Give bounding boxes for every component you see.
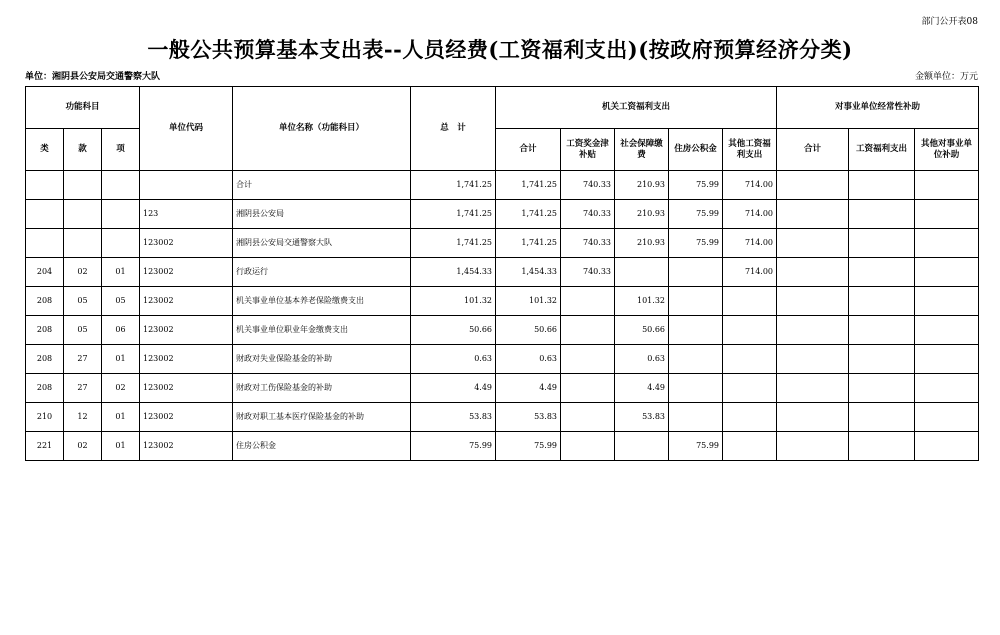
cell-lei: 210	[26, 403, 64, 432]
cell-org-other	[723, 432, 777, 461]
cell-unit-name: 湘阴县公安局交通警察大队	[233, 229, 411, 258]
budget-table	[25, 86, 979, 461]
cell-org-total: 75.99	[496, 432, 561, 461]
header-org-housing: 住房公积金	[669, 129, 723, 171]
cell-inst-welfare	[849, 171, 915, 200]
cell-total: 1,741.25	[411, 171, 496, 200]
cell-unit-name: 合计	[233, 171, 411, 200]
cell-unit-code: 123002	[140, 229, 233, 258]
header-inst-group: 对事业单位经常性补助	[777, 87, 979, 129]
cell-org-social: 101.32	[615, 287, 669, 316]
cell-unit-code: 123	[140, 200, 233, 229]
cell-org-housing	[669, 258, 723, 287]
cell-unit-code: 123002	[140, 403, 233, 432]
cell-lei	[26, 171, 64, 200]
cell-org-total: 50.66	[496, 316, 561, 345]
cell-inst-welfare	[849, 316, 915, 345]
table-row	[26, 171, 979, 200]
cell-unit-code: 123002	[140, 316, 233, 345]
cell-inst-other	[915, 258, 979, 287]
cell-org-salary: 740.33	[561, 200, 615, 229]
cell-org-housing: 75.99	[669, 432, 723, 461]
cell-xiang	[102, 229, 140, 258]
cell-org-social: 53.83	[615, 403, 669, 432]
cell-org-housing	[669, 403, 723, 432]
cell-unit-name: 财政对职工基本医疗保险基金的补助	[233, 403, 411, 432]
cell-xiang: 01	[102, 258, 140, 287]
cell-org-total: 1,741.25	[496, 200, 561, 229]
cell-unit-code: 123002	[140, 345, 233, 374]
header-inst-other: 其他对事业单位补助	[915, 129, 979, 171]
table-body	[26, 171, 979, 461]
table-row	[26, 258, 979, 287]
cell-org-housing	[669, 374, 723, 403]
cell-xiang	[102, 200, 140, 229]
cell-lei: 208	[26, 374, 64, 403]
cell-inst-welfare	[849, 345, 915, 374]
table-row	[26, 287, 979, 316]
cell-inst-other	[915, 432, 979, 461]
cell-lei: 221	[26, 432, 64, 461]
cell-inst-total	[777, 432, 849, 461]
cell-inst-total	[777, 345, 849, 374]
cell-org-housing: 75.99	[669, 200, 723, 229]
cell-kuan: 27	[64, 345, 102, 374]
cell-inst-other	[915, 200, 979, 229]
table-row	[26, 229, 979, 258]
cell-org-other	[723, 403, 777, 432]
cell-org-total: 53.83	[496, 403, 561, 432]
cell-xiang: 06	[102, 316, 140, 345]
table-row	[26, 432, 979, 461]
cell-inst-welfare	[849, 374, 915, 403]
cell-total: 1,741.25	[411, 229, 496, 258]
cell-org-housing	[669, 287, 723, 316]
cell-kuan: 27	[64, 374, 102, 403]
cell-inst-welfare	[849, 258, 915, 287]
table-row	[26, 316, 979, 345]
cell-org-housing: 75.99	[669, 229, 723, 258]
cell-kuan: 12	[64, 403, 102, 432]
cell-lei	[26, 200, 64, 229]
cell-org-social: 210.93	[615, 200, 669, 229]
header-org-other: 其他工资福利支出	[723, 129, 777, 171]
cell-total: 50.66	[411, 316, 496, 345]
table-row	[26, 200, 979, 229]
cell-org-salary	[561, 374, 615, 403]
cell-org-housing: 75.99	[669, 171, 723, 200]
cell-org-salary	[561, 403, 615, 432]
table-row	[26, 345, 979, 374]
header-unit-name: 单位名称（功能科目）	[233, 87, 411, 171]
cell-org-other: 714.00	[723, 200, 777, 229]
cell-org-social: 4.49	[615, 374, 669, 403]
amount-unit-label: 金额单位：万元	[914, 72, 978, 82]
header-org-salary: 工资奖金津补贴	[561, 129, 615, 171]
cell-org-social	[615, 432, 669, 461]
cell-org-other	[723, 316, 777, 345]
document-code: 部门公开表08	[921, 17, 978, 27]
cell-org-salary: 740.33	[561, 171, 615, 200]
cell-inst-other	[915, 345, 979, 374]
cell-total: 1,741.25	[411, 200, 496, 229]
cell-kuan: 05	[64, 287, 102, 316]
header-org-social: 社会保障缴费	[615, 129, 669, 171]
header-org-total: 合计	[496, 129, 561, 171]
cell-kuan: 02	[64, 432, 102, 461]
cell-org-total: 101.32	[496, 287, 561, 316]
cell-org-social	[615, 258, 669, 287]
cell-org-total: 1,741.25	[496, 229, 561, 258]
cell-org-housing	[669, 345, 723, 374]
cell-total: 53.83	[411, 403, 496, 432]
cell-inst-welfare	[849, 229, 915, 258]
cell-org-other	[723, 345, 777, 374]
cell-inst-other	[915, 374, 979, 403]
cell-unit-name: 机关事业单位职业年金缴费支出	[233, 316, 411, 345]
cell-org-salary	[561, 287, 615, 316]
cell-org-total: 0.63	[496, 345, 561, 374]
cell-kuan	[64, 200, 102, 229]
cell-unit-code: 123002	[140, 374, 233, 403]
cell-unit-code: 123002	[140, 432, 233, 461]
cell-org-housing	[669, 316, 723, 345]
cell-total: 75.99	[411, 432, 496, 461]
cell-inst-welfare	[849, 403, 915, 432]
cell-kuan	[64, 229, 102, 258]
cell-org-social: 50.66	[615, 316, 669, 345]
header-func-subject: 功能科目	[26, 87, 140, 129]
header-unit-code: 单位代码	[140, 87, 233, 171]
header-inst-welfare: 工资福利支出	[849, 129, 915, 171]
cell-inst-other	[915, 403, 979, 432]
cell-unit-name: 财政对工伤保险基金的补助	[233, 374, 411, 403]
cell-kuan	[64, 171, 102, 200]
cell-org-total: 1,454.33	[496, 258, 561, 287]
cell-org-social: 210.93	[615, 229, 669, 258]
cell-xiang	[102, 171, 140, 200]
cell-org-salary	[561, 345, 615, 374]
cell-org-other: 714.00	[723, 171, 777, 200]
cell-inst-total	[777, 403, 849, 432]
header-total: 总 计	[411, 87, 496, 171]
cell-lei: 208	[26, 345, 64, 374]
cell-inst-other	[915, 287, 979, 316]
cell-total: 1,454.33	[411, 258, 496, 287]
cell-total: 0.63	[411, 345, 496, 374]
cell-xiang: 01	[102, 403, 140, 432]
cell-lei: 204	[26, 258, 64, 287]
cell-unit-name: 行政运行	[233, 258, 411, 287]
cell-inst-total	[777, 229, 849, 258]
cell-inst-total	[777, 316, 849, 345]
cell-org-other	[723, 287, 777, 316]
cell-unit-name: 住房公积金	[233, 432, 411, 461]
cell-inst-other	[915, 316, 979, 345]
cell-kuan: 05	[64, 316, 102, 345]
table-row	[26, 374, 979, 403]
cell-xiang: 01	[102, 432, 140, 461]
cell-org-salary	[561, 432, 615, 461]
cell-org-social: 0.63	[615, 345, 669, 374]
page-title: 一般公共预算基本支出表--人员经费(工资福利支出)(按政府预算经济分类)	[147, 37, 853, 62]
cell-org-total: 4.49	[496, 374, 561, 403]
cell-org-social: 210.93	[615, 171, 669, 200]
cell-unit-code: 123002	[140, 287, 233, 316]
cell-unit-code: 123002	[140, 258, 233, 287]
header-kuan: 款	[64, 129, 102, 171]
cell-lei: 208	[26, 287, 64, 316]
cell-inst-total	[777, 287, 849, 316]
cell-lei: 208	[26, 316, 64, 345]
unit-label: 单位：湘阴县公安局交通警察大队	[25, 72, 161, 82]
cell-org-other: 714.00	[723, 229, 777, 258]
cell-inst-total	[777, 258, 849, 287]
cell-org-other	[723, 374, 777, 403]
cell-inst-other	[915, 229, 979, 258]
cell-unit-name: 机关事业单位基本养老保险缴费支出	[233, 287, 411, 316]
cell-xiang: 02	[102, 374, 140, 403]
cell-org-salary: 740.33	[561, 258, 615, 287]
header-lei: 类	[26, 129, 64, 171]
cell-inst-total	[777, 200, 849, 229]
header-inst-total: 合计	[777, 129, 849, 171]
cell-inst-welfare	[849, 287, 915, 316]
cell-inst-other	[915, 171, 979, 200]
cell-unit-name: 财政对失业保险基金的补助	[233, 345, 411, 374]
cell-lei	[26, 229, 64, 258]
cell-org-salary: 740.33	[561, 229, 615, 258]
cell-org-other: 714.00	[723, 258, 777, 287]
cell-inst-welfare	[849, 432, 915, 461]
cell-kuan: 02	[64, 258, 102, 287]
table-row	[26, 403, 979, 432]
cell-xiang: 05	[102, 287, 140, 316]
cell-xiang: 01	[102, 345, 140, 374]
cell-inst-total	[777, 171, 849, 200]
cell-org-total: 1,741.25	[496, 171, 561, 200]
cell-unit-code	[140, 171, 233, 200]
cell-total: 101.32	[411, 287, 496, 316]
cell-unit-name: 湘阴县公安局	[233, 200, 411, 229]
cell-inst-total	[777, 374, 849, 403]
cell-org-salary	[561, 316, 615, 345]
header-xiang: 项	[102, 129, 140, 171]
cell-total: 4.49	[411, 374, 496, 403]
cell-inst-welfare	[849, 200, 915, 229]
header-org-group: 机关工资福利支出	[496, 87, 777, 129]
